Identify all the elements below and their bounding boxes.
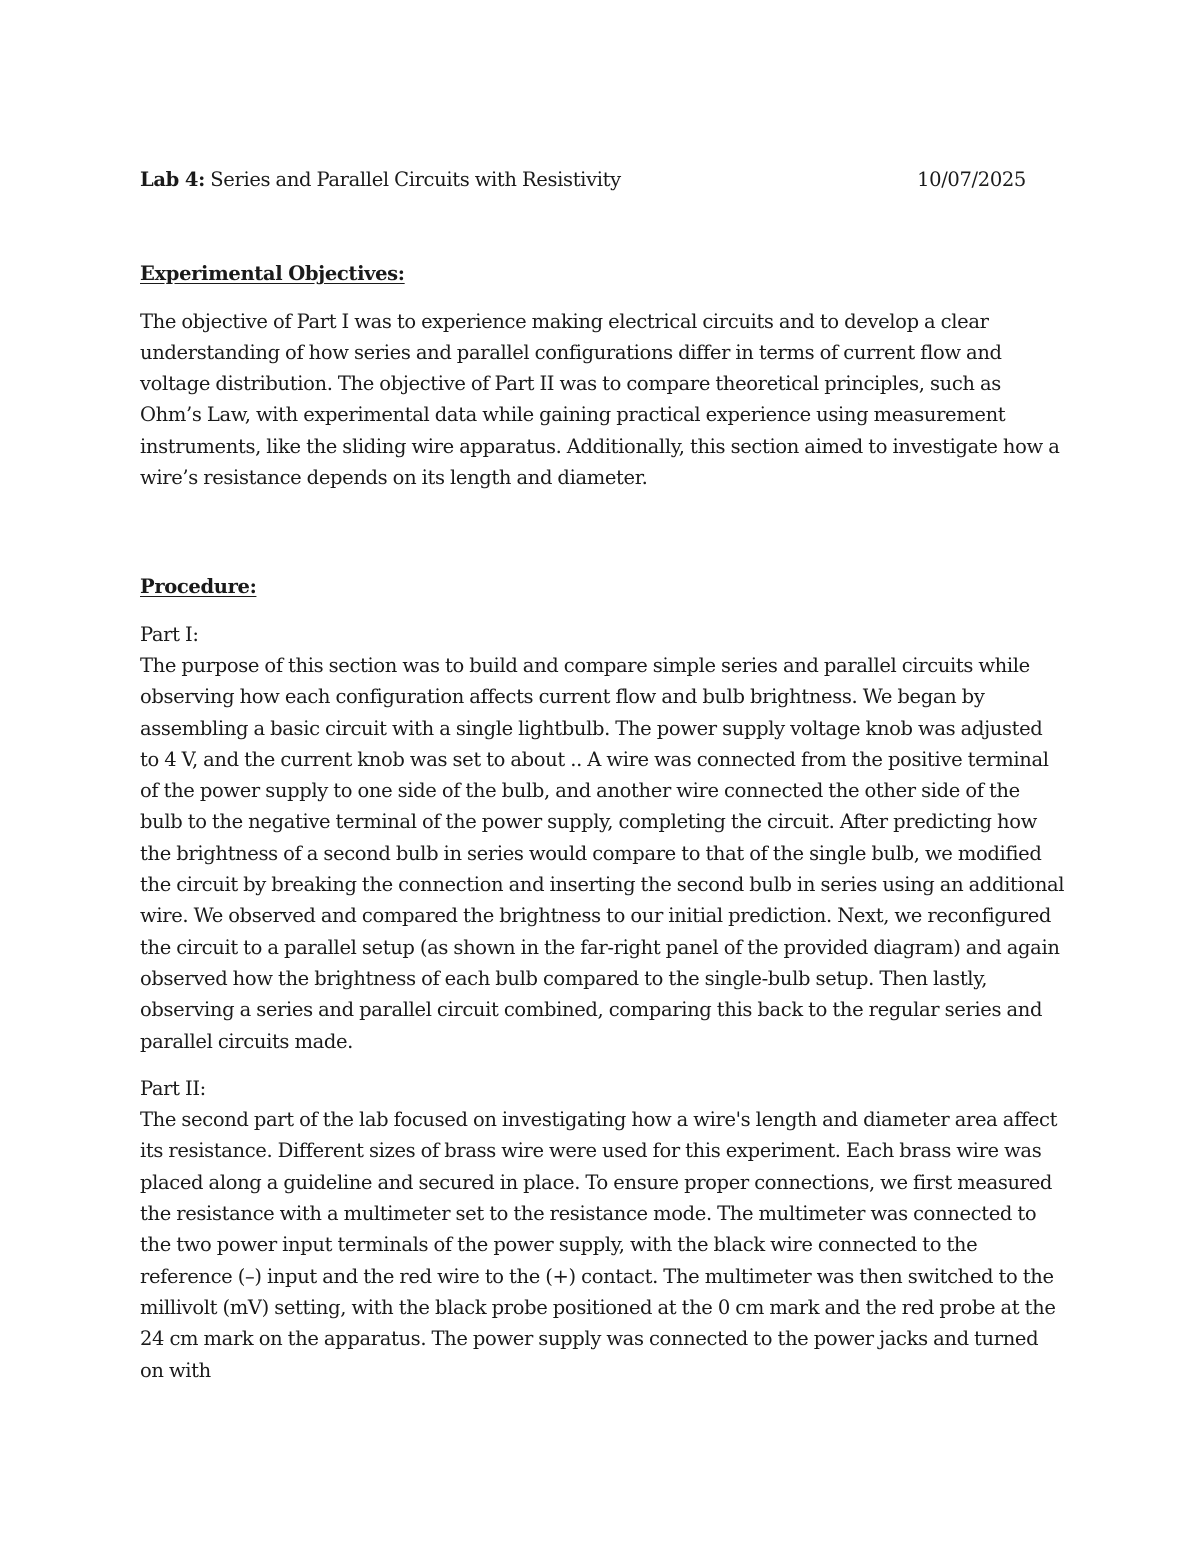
objectives-paragraph: The objective of Part I was to experience making electrical circuits and to develop a clear understanding of how series and parallel configurations differ in terms of current flow and voltage distribution. The objective of Part II was to compare theoretical principles, such as Ohm’s Law, with experimental data while gaining practical experience using measurement instruments, like the sliding wire apparatus. Additionally, this section aimed to investigate how a wire’s resistance depends on its length and diameter. bbox=[140, 309, 1060, 490]
lab-title: Series and Parallel Circuits with Resistivity bbox=[204, 168, 621, 191]
part-one-label: Part I: bbox=[140, 622, 199, 646]
objectives-heading: Experimental Objectives: bbox=[140, 262, 405, 286]
procedure-heading: Procedure: bbox=[140, 575, 257, 599]
document-date: 10/07/2025 bbox=[917, 168, 1026, 191]
document-header bbox=[140, 164, 1026, 195]
part-one-paragraph: The purpose of this section was to build and compare simple series and parallel circuits while observing how each configuration affects current flow and bulb brightness. We began by assembling a basic circuit with a single lightbulb. The power supply voltage knob was adjusted to 4 V, and the current knob was set to about .. A wire was connected from the positive terminal of the power supply to one side of the bulb, and another wire connected the other side of the bulb to the negative terminal of the power supply, completing the circuit. After predicting how the brightness of a second bulb in series would compare to that of the single bulb, we modified the circuit by breaking the connection and inserting the second bulb in series using an additional wire. We observed and compared the brightness to our initial prediction. Next, we reconfigured the circuit to a parallel setup (as shown in the far-right panel of the provided diagram) and again observed how the brightness of each bulb compared to the single-bulb setup. Then lastly, observing a series and parallel circuit combined, comparing this back to the regular series and parallel circuits made. bbox=[140, 653, 1065, 1053]
lab-label: Lab 4: bbox=[140, 168, 205, 191]
part-two-label: Part II: bbox=[140, 1076, 206, 1100]
part-two-paragraph: The second part of the lab focused on investigating how a wire's length and diameter area affect its resistance. Different sizes of brass wire were used for this experiment. Each brass wire was placed along a guideline and secured in place. To ensure proper connections, we first measured the resistance with a multimeter set to the resistance mode. The multimeter was connected to the two power input terminals of the power supply, with the black wire connected to the reference (–) input and the red wire to the (+) contact. The multimeter was then switched to the millivolt (mV) setting, with the black probe positioned at the 0 cm mark and the red probe at the 24 cm mark on the apparatus. The power supply was connected to the power jacks and turned on with bbox=[140, 1108, 1058, 1382]
lab-title-line bbox=[140, 164, 621, 195]
document-page bbox=[140, 164, 1065, 1386]
